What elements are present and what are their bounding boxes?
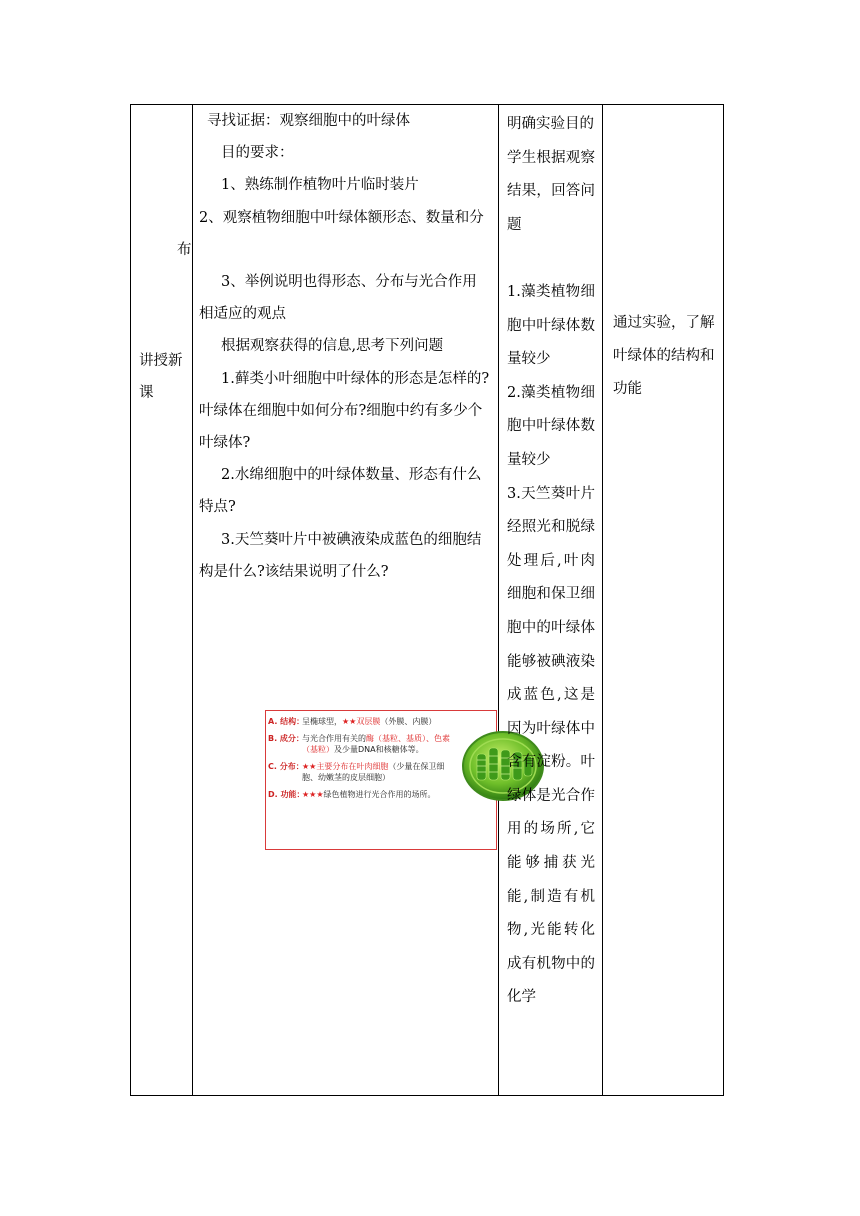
activity-title: 寻找证据：观察细胞中的叶绿体 [207,113,410,129]
goal-item: 2、观察植物细胞中叶绿体额形态、数量和分布 [177,209,484,258]
question-item: 3.天竺葵叶片中被碘液染成蓝色的细胞结构是什么?该结果说明了什么? [199,531,482,580]
design-intent-text: 通过实验，了解叶绿体的结构和功能 [613,315,715,397]
stage-label: 讲授新课 [139,353,183,401]
figure-row-structure: A. 结构： 呈椭球型，★★双层膜（外膜、内膜） [268,717,437,726]
prompt-text: 根据观察获得的信息,思考下列问题 [221,338,444,355]
student-answer: 2.藻类植物细胞中叶绿体数量较少 [507,384,595,468]
goal-item: 3、举例说明也得形态、分布与光合作用相适应的观点 [199,274,477,323]
teacher-activity-cell [177,105,499,1095]
figure-row-composition: B. 成分： 与光合作用有关的酶（基粒、基质）、色素（基粒）及少量DNA和核糖体等。 [268,734,450,754]
student-text: 学生根据观察结果，回答问题 [507,149,595,233]
lesson-table [130,104,724,1096]
student-answer: 3.天竺葵叶片经照光和脱绿处理后,叶肉细胞和保卫细胞中的叶绿体能够被碘液染成蓝色,这是因为叶绿体中含有淀粉。叶绿体是光合作用的场所,它能够捕获光能,制造有机物,光能转化成有机物中的化学 [507,485,595,1006]
student-activity-cell [499,105,603,1095]
figure-row-function: D. 功能： ★★★绿色植物进行光合作用的场所。 [268,790,436,799]
chloroplast-figure [265,710,497,852]
student-answer: 1.藻类植物细胞中叶绿体数量较少 [507,283,595,368]
spacer [507,242,595,276]
goal-heading: 目的要求： [221,145,294,162]
design-intent-cell [603,105,725,1095]
figure-row-distribution: C. 分布： ★★主要分布在叶肉细胞（少量在保卫细胞、幼嫩茎的皮层细胞） [268,762,445,782]
question-item: 2.水绵细胞中的叶绿体数量、形态有什么特点? [199,467,482,516]
question-item: 1.藓类小叶细胞中叶绿体的形态是怎样的?叶绿体在细胞中如何分布?细胞中约有多少个叶绿体? [199,370,490,452]
student-text: 明确实验目的 [507,116,594,132]
goal-item: 1、熟练制作植物叶片临时装片 [221,177,419,194]
